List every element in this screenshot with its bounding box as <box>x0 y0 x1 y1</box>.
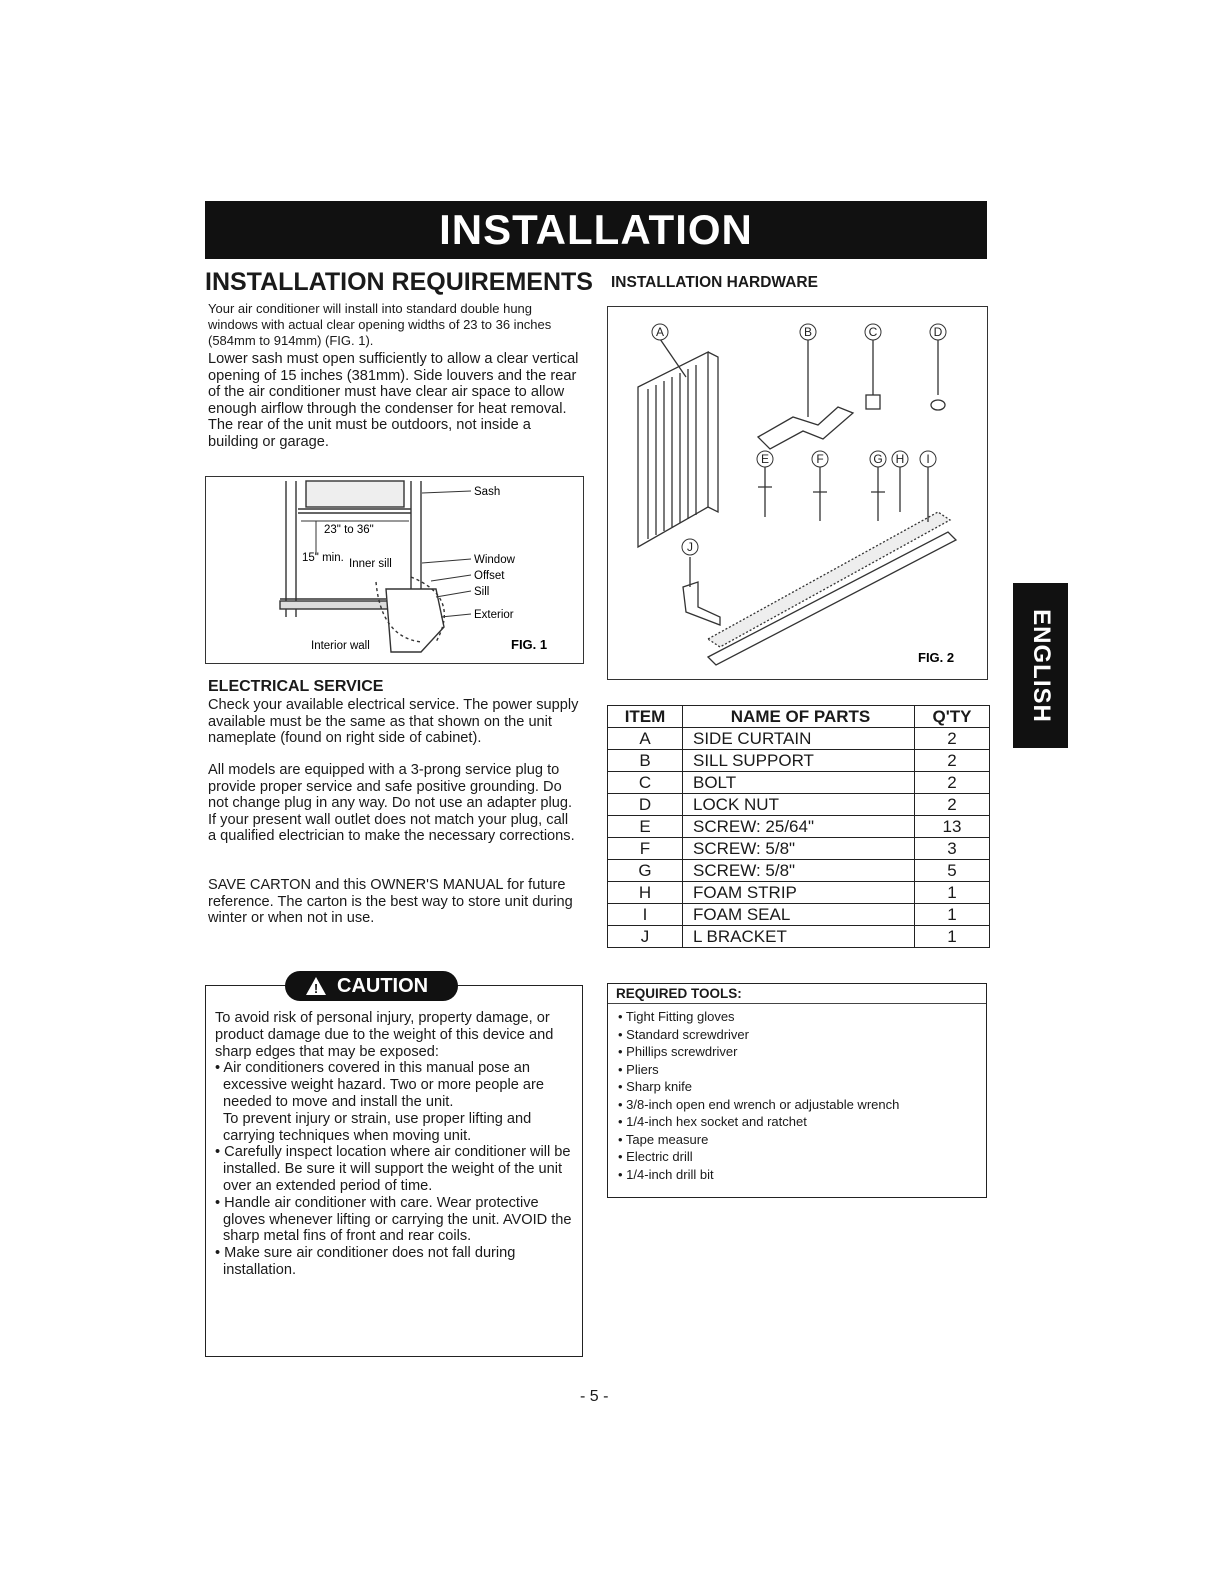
caution-intro: To avoid risk of personal injury, property damage, or product damage due to the weight of this device and sharp edges that may be exposed: <box>215 1010 554 1060</box>
table-row <box>608 728 990 750</box>
qty-cell: 5 <box>915 860 990 882</box>
fig2-hardware-diagram <box>607 306 988 680</box>
item-cell: C <box>608 772 683 794</box>
fig1-sash-label: Sash <box>474 486 501 498</box>
header-qty: Q'TY <box>915 706 990 728</box>
svg-text:!: ! <box>313 981 319 996</box>
fig2-letter-f: F <box>816 452 824 466</box>
language-tab <box>1013 583 1068 748</box>
table-row <box>608 772 990 794</box>
header-name: NAME OF PARTS <box>683 706 915 728</box>
tool-item: • Tape measure <box>618 1131 709 1147</box>
qty-cell: 1 <box>915 926 990 948</box>
fig2-letter-a: A <box>655 325 665 339</box>
item-cell: I <box>608 904 683 926</box>
parts-table-header <box>608 706 990 728</box>
electrical-service-heading: ELECTRICAL SERVICE <box>208 678 384 695</box>
tool-item: • Tight Fitting gloves <box>618 1009 735 1024</box>
part-name-cell: SCREW: 5/8" <box>683 860 915 882</box>
fig1-width-label: 23" to 36" <box>324 524 374 536</box>
fig1-exterior-label: Exterior <box>474 609 514 621</box>
fig1-inner-sill-label: Inner sill <box>349 558 392 570</box>
tool-item: • Sharp knife <box>618 1079 692 1094</box>
electrical-para-1: Check your available electrical service. The power supply available must be the same as that shown on the unit nameplate (found on right side of cabinet). <box>208 697 579 746</box>
electrical-para-2: All models are equipped with a 3-prong service plug to provide proper service and safe positive grounding. Do not change plug in any way. Do not use an adapter plug. If your present wall outlet does not match your plug, call a qualified electrician to make the necessary corrections. <box>208 762 575 844</box>
fig1-interior-wall-label: Interior wall <box>311 640 370 652</box>
part-name-cell: SCREW: 5/8" <box>683 838 915 860</box>
part-name-cell: FOAM STRIP <box>683 882 915 904</box>
part-name-cell: BOLT <box>683 772 915 794</box>
fig2-letter-c: C <box>868 325 878 339</box>
fig2-letter-g: G <box>873 452 883 466</box>
tool-item: • Standard screwdriver <box>618 1026 749 1042</box>
caution-title: CAUTION <box>337 975 429 997</box>
fig1-offset-label: Offset <box>474 570 505 582</box>
qty-cell: 1 <box>915 882 990 904</box>
qty-cell: 2 <box>915 728 990 750</box>
qty-cell: 2 <box>915 772 990 794</box>
caution-text <box>215 1010 575 1279</box>
item-cell: H <box>608 882 683 904</box>
parts-table <box>607 705 990 948</box>
requirements-para-1: Your air conditioner will install into standard double hung windows with actual clear opening widths of 23 to 36 inches (584mm to 914mm) (FIG. 1). <box>208 301 552 349</box>
table-row <box>608 860 990 882</box>
table-row <box>608 750 990 772</box>
qty-cell: 1 <box>915 904 990 926</box>
item-cell: A <box>608 728 683 750</box>
table-row <box>608 926 990 948</box>
installation-requirements-heading: INSTALLATION REQUIREMENTS <box>205 268 593 296</box>
caution-bullet-4: • Make sure air conditioner does not fall during installation. <box>215 1245 516 1278</box>
page-number: - 5 - <box>580 1388 609 1405</box>
warning-triangle-icon <box>305 976 327 996</box>
item-cell: J <box>608 926 683 948</box>
part-name-cell: FOAM SEAL <box>683 904 915 926</box>
qty-cell: 3 <box>915 838 990 860</box>
requirements-para-2: Lower sash must open sufficiently to allow a clear vertical opening of 15 inches (381mm). Side louvers and the rear of the air conditioner must have clear air space to allow enough airflow through the condenser for heat removal. The rear of the unit must be outdoors, not inside a building or garage. <box>208 351 579 450</box>
fig1-window-diagram <box>205 476 584 664</box>
fig1-window-label: Window <box>474 554 515 566</box>
required-tools-list <box>608 1008 986 1183</box>
fig1-min-label: 15" min. <box>302 552 344 564</box>
item-cell: E <box>608 816 683 838</box>
caution-bullet-1: • Air conditioners covered in this manual pose an excessive weight hazard. Two or more people are needed to move and install the unit. <box>215 1060 544 1110</box>
item-cell: B <box>608 750 683 772</box>
tool-item: • Phillips screwdriver <box>618 1044 738 1059</box>
part-name-cell: SILL SUPPORT <box>683 750 915 772</box>
part-name-cell: LOCK NUT <box>683 794 915 816</box>
part-name-cell: SCREW: 25/64" <box>683 816 915 838</box>
fig1-drawing <box>206 477 583 663</box>
required-tools-title: REQUIRED TOOLS: <box>608 984 986 1004</box>
required-tools-box <box>607 983 987 1198</box>
section-banner: INSTALLATION <box>205 201 987 259</box>
fig2-letter-j: J <box>687 540 693 554</box>
tool-item: • 1/4-inch drill bit <box>618 1166 714 1182</box>
table-row <box>608 882 990 904</box>
installation-hardware-heading: INSTALLATION HARDWARE <box>611 274 818 291</box>
tool-item: • Electric drill <box>618 1149 693 1164</box>
part-name-cell: SIDE CURTAIN <box>683 728 915 750</box>
language-tab-label: ENGLISH <box>1027 608 1055 723</box>
item-cell: G <box>608 860 683 882</box>
table-row <box>608 816 990 838</box>
fig2-letter-h: H <box>895 452 905 466</box>
caution-badge <box>285 971 458 1001</box>
tool-item: • Pliers <box>618 1061 659 1077</box>
fig2-drawing <box>608 307 987 679</box>
fig1-caption: FIG. 1 <box>511 637 548 652</box>
fig2-letter-d: D <box>933 325 943 339</box>
qty-cell: 2 <box>915 750 990 772</box>
fig2-letter-b: B <box>803 325 813 339</box>
header-item: ITEM <box>608 706 683 728</box>
table-row <box>608 904 990 926</box>
caution-bullet-2: • Carefully inspect location where air conditioner will be installed. Be sure it will support the weight of the unit over an extended period of time. <box>215 1144 571 1194</box>
fig2-letter-e: E <box>760 452 770 466</box>
part-name-cell: L BRACKET <box>683 926 915 948</box>
table-row <box>608 794 990 816</box>
fig2-caption: FIG. 2 <box>918 650 955 665</box>
qty-cell: 2 <box>915 794 990 816</box>
fig2-letter-i: I <box>926 452 930 466</box>
item-cell: F <box>608 838 683 860</box>
tool-item: • 1/4-inch hex socket and ratchet <box>618 1114 807 1129</box>
tool-item: • 3/8-inch open end wrench or adjustable wrench <box>618 1096 900 1112</box>
table-row <box>608 838 990 860</box>
electrical-para-3: SAVE CARTON and this OWNER'S MANUAL for future reference. The carton is the best way to store unit during winter or when not in use. <box>208 877 573 926</box>
caution-bullet-1b: To prevent injury or strain, use proper lifting and carrying techniques when moving unit. <box>223 1110 532 1144</box>
caution-bullet-3: • Handle air conditioner with care. Wear protective gloves whenever lifting or carrying the unit. AVOID the sharp metal fins of front and rear coils. <box>215 1194 572 1245</box>
fig1-sill-label: Sill <box>474 586 490 598</box>
item-cell: D <box>608 794 683 816</box>
qty-cell: 13 <box>915 816 990 838</box>
